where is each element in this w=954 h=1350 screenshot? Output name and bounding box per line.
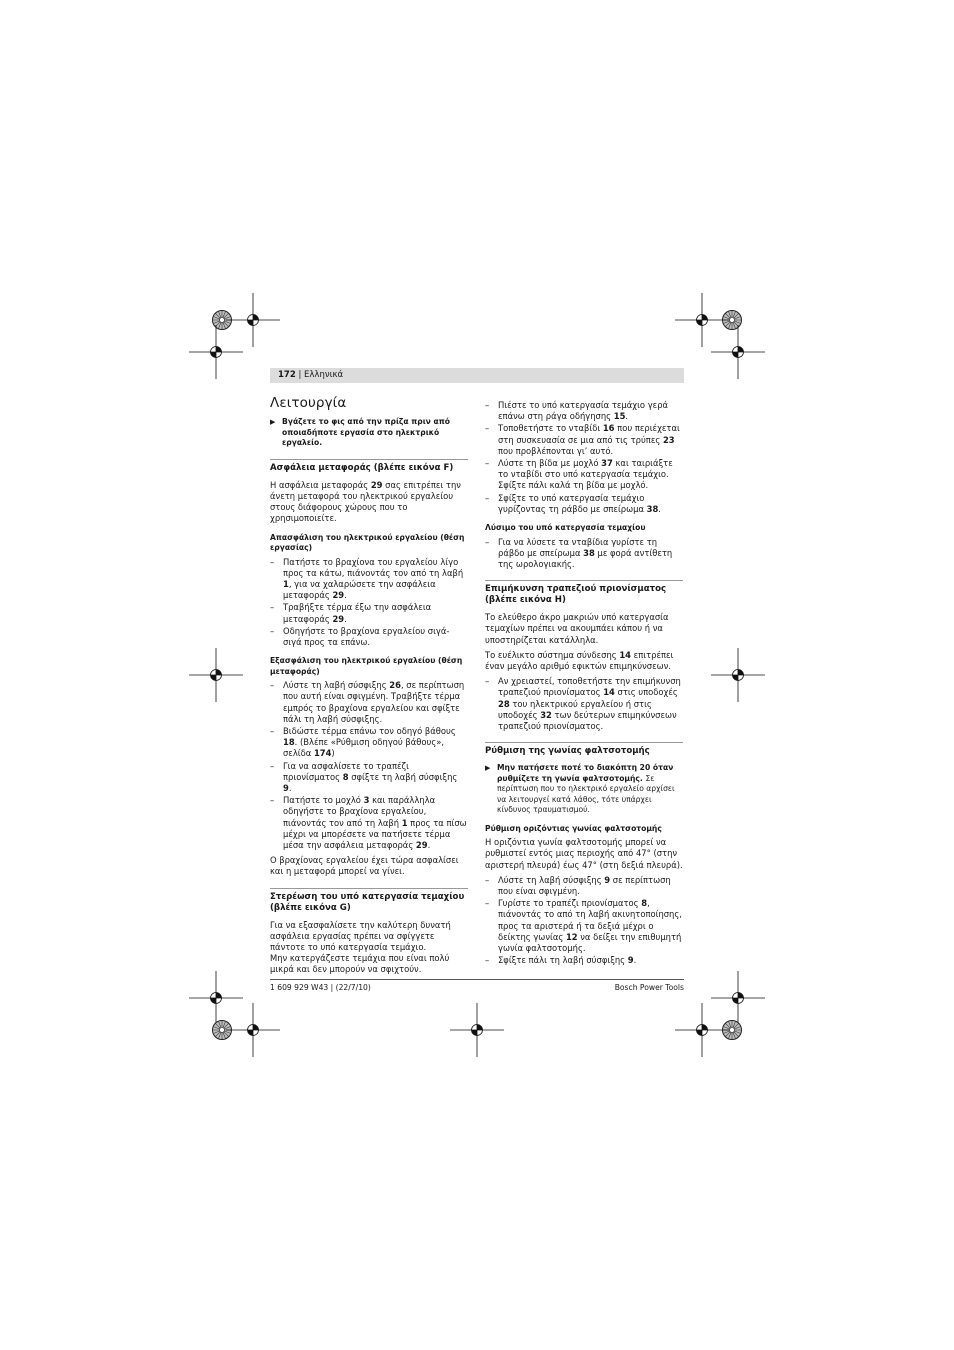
list-item: – Γυρίστε το τραπέζι πριονίσματος 8, πιάνοντάς το από τη λαβή ακινητοποίησης, προς τα αριστερά ή τα δεξιά μέχρι ο δείκτης γωνίας 12 να δείξει την επιθυμητή γωνία φαλτσοτομής.	[485, 898, 682, 953]
arrow-right-icon: ▶	[270, 418, 276, 427]
paragraph: Η οριζόντια γωνία φαλτσοτομής μπορεί να ρυθμιστεί εντός μιας περιοχής από 47° (στην αριστερή πλευρά) έως 47° (στη δεξιά πλευρά).	[485, 837, 683, 870]
paragraph: Για να εξασφαλίσετε την καλύτερη δυνατή ασφάλεια εργασίας πρέπει να σφίγγετε πάντοτε το υπό κατεργασία τεμάχιο.	[270, 919, 451, 952]
section-miter	[485, 742, 683, 966]
warning-text: Μην πατήσετε ποτέ το διακόπτη 20 όταν ρυθμίζετε τη γωνία φαλτσοτομής.	[497, 763, 674, 783]
paragraph: Ο βραχίονας εργαλείου έχει τώρα ασφαλίσει και η μεταφορά μπορεί να γίνει.	[270, 855, 459, 877]
list-item: – Πιέστε το υπό κατεργασία τεμάχιο γερά επάνω στη ράγα οδήγησης 15.	[485, 400, 669, 422]
section-clamp	[270, 888, 468, 976]
dash-list	[485, 676, 683, 732]
list-item: – Σφίξτε πάλι τη λαβή σύσφιξης 9.	[485, 955, 637, 966]
paragraph: Το ελεύθερο άκρο μακριών υπό κατεργασία τεμαχίων πρέπει να ακουμπάει κάπου ή να υποστηρίζεται κατάλληλα.	[485, 612, 669, 645]
sub-heading: Απασφάλιση του ηλεκτρικού εργαλείου (θέση εργασίας)	[270, 532, 465, 553]
list-item: – Τοποθετήστε το νταβίδι 16 που περιέχεται στη συσκευασία σε μια από τις τρύπες 23 που προβλέπονται γι’ αυτό.	[485, 423, 680, 456]
dash-list	[485, 537, 683, 571]
section-heading: Στερέωση του υπό κατεργασία τεμαχίου (βλέπε εικόνα G)	[270, 888, 468, 914]
footer-brand: Bosch Power Tools	[614, 983, 684, 992]
page-number: 172	[278, 370, 296, 380]
list-item: – Πατήστε το βραχίονα του εργαλείου λίγο προς τα κάτω, πιάνοντάς τον από τη λαβή 1, για να χαλαρώσετε την ασφάλεια μεταφοράς 29.	[270, 556, 464, 601]
list-item: – Σφίξτε το υπό κατεργασία τεμάχιο γυρίζοντας τη ράβδο με σπείρωμα 38.	[485, 492, 661, 514]
sub-heading: Ρύθμιση οριζόντιας γωνίας φαλτσοτομής	[485, 823, 662, 833]
list-item: – Για να ασφαλίσετε το τραπέζι πριονίσματος 8 σφίξτε τη λαβή σύσφιξης 9.	[270, 760, 458, 793]
footer-divider	[270, 979, 684, 980]
list-item: – Για να λύσετε τα νταβίδια γυρίστε τη ράβδο με σπείρωμα 38 με φορά αντίθετη της ωρολογιακής.	[485, 536, 673, 569]
dash-list	[270, 680, 468, 851]
warning-note	[270, 417, 468, 449]
list-item: – Βιδώστε τέρμα επάνω τον οδηγό βάθους 18. (Βλέπε «Ρύθμιση οδηγού βάθους», σελίδα 174)	[270, 725, 456, 759]
list-item: – Τραβήξτε τέρμα έξω την ασφάλεια μεταφοράς 29.	[270, 602, 432, 624]
list-item: – Λύστε τη λαβή σύσφιξης 26, σε περίπτωση που αυτή είναι σφιγμένη. Τραβήξτε τέρμα εμπρός το βραχίονα εργαλείου και σφίξτε πάλι τη λαβή σύσφιξης.	[270, 680, 465, 724]
warning-detail: Σε περίπτωση που το ηλεκτρικό εργαλείο αρχίσει να λειτουργεί κατά λάθος, τότε υπάρχει κίνδυνος τραυματισμού.	[497, 773, 675, 815]
section-heading: Ρύθμιση της γωνίας φαλτσοτομής	[485, 742, 683, 757]
dash-list	[270, 557, 468, 649]
paragraph: Η ασφάλεια μεταφοράς 29 σας επιτρέπει την άνετη μεταφορά του ηλεκτρικού εργαλείου στους διάφορους χώρους που το χρησιμοποιείτε.	[270, 479, 461, 524]
section-heading: Ασφάλεια μεταφοράς (βλέπε εικόνα F)	[270, 459, 468, 474]
section-extension	[485, 580, 683, 732]
page-language: | Ελληνικά	[298, 370, 344, 380]
warning-text: Βγάζετε το φις από την πρίζα πριν από οποιαδήποτε εργασία στο ηλεκτρικό εργαλείο.	[282, 417, 450, 448]
paragraph: Το ευέλικτο σύστημα σύνδεσης 14 επιτρέπει έναν μεγάλο αριθμό εφικτών επιμηκύνσεων.	[485, 649, 674, 671]
section-transport	[270, 459, 468, 878]
page-header	[270, 368, 684, 383]
sub-heading: Λύσιμο του υπό κατεργασία τεμαχίου	[485, 523, 646, 533]
list-item: – Πατήστε το μοχλό 3 και παράλληλα οδηγήστε το βραχίονα εργαλείου, πιάνοντάς τον από τη λαβή 1 προς τα πίσω μέχρι να μπορέσετε να πατήσετε τέρμα μέσα την ασφάλεια μεταφοράς 29.	[270, 795, 467, 850]
page-title: Λειτουργία	[270, 395, 347, 411]
section-heading: Επιμήκυνση τραπεζιού πριονίσματος (βλέπε εικόνα H)	[485, 580, 683, 606]
arrow-right-icon: ▶	[485, 764, 491, 773]
list-item: – Αν χρειαστεί, τοποθετήστε την επιμήκυνση τραπεζιού πριονίσματος 14 στις υποδοχές 28 του ηλεκτρικού εργαλείου ή στις υποδοχές 32 των δεύτερων επιμηκύνσεων τραπεζιού πριονίσματος.	[485, 676, 681, 731]
list-item: – Οδηγήστε το βραχίονα εργαλείου σιγά-σιγά προς τα επάνω.	[270, 625, 450, 647]
paragraph: Μην κατεργάζεστε τεμάχια που είναι πολύ μικρά και δεν μπορούν να σφιχτούν.	[270, 953, 450, 975]
sub-heading: Εξασφάλιση του ηλεκτρικού εργαλείου (θέση μεταφοράς)	[270, 656, 463, 676]
dash-list	[485, 875, 683, 967]
list-item: – Λύστε τη βίδα με μοχλό 37 και ταιριάξτε το νταβίδι στο υπό κατεργασία τεμάχιο. Σφίξτε πάλι καλά τη βίδα με μοχλό.	[485, 458, 673, 491]
dash-list	[485, 400, 683, 515]
footer-doc-number: 1 609 929 W43 | (22/7/10)	[270, 983, 371, 992]
list-item: – Λύστε τη λαβή σύσφιξης 9 σε περίπτωση που είναι σφιγμένη.	[485, 874, 671, 896]
warning-note	[485, 763, 683, 816]
left-column	[270, 395, 468, 980]
right-column	[485, 400, 683, 970]
